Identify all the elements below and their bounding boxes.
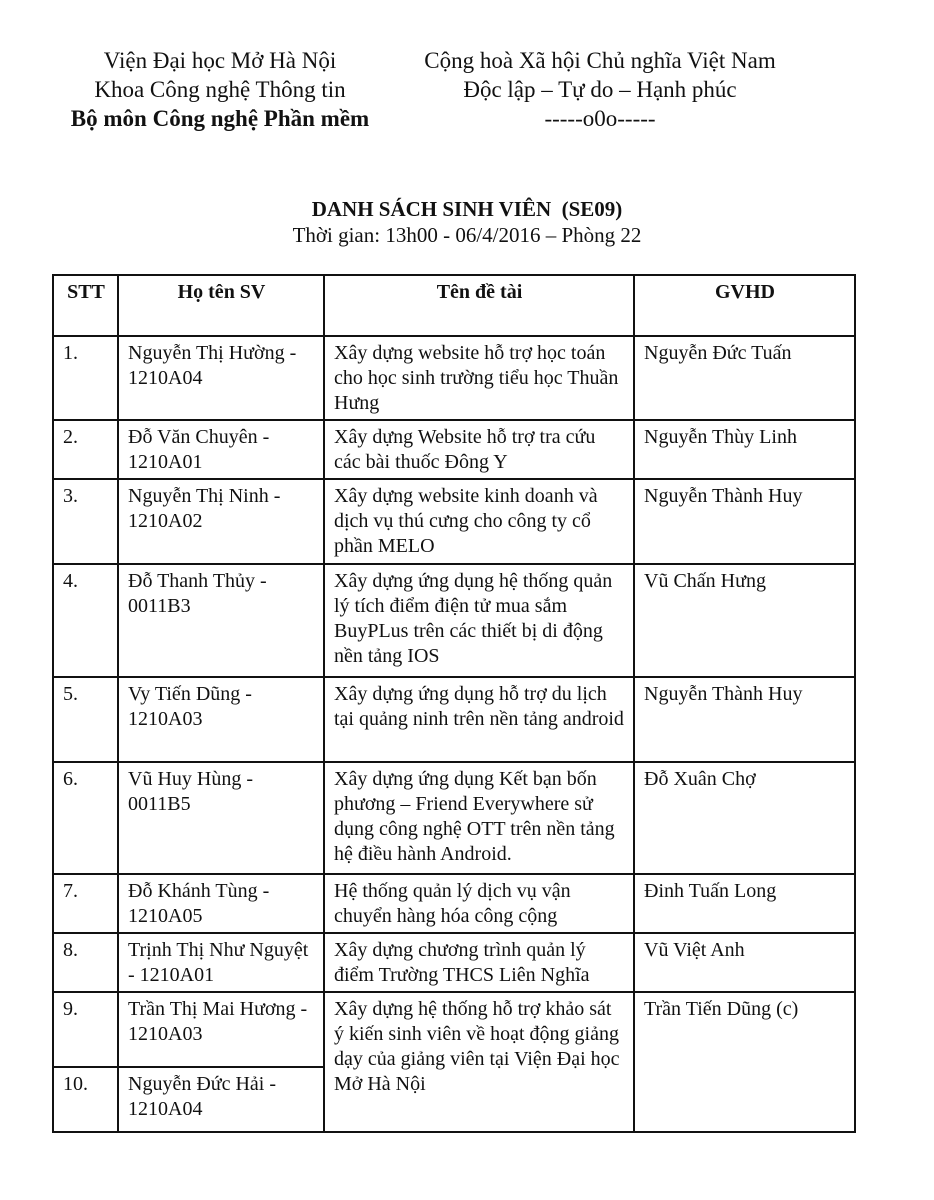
column-header-advisor: GVHD [634, 275, 855, 336]
row-student: Đỗ Thanh Thủy - 0011B3 [118, 564, 324, 677]
row-advisor: Nguyễn Đức Tuấn [634, 336, 855, 420]
table-row [53, 992, 855, 1067]
row-stt: 3. [53, 479, 118, 564]
row-stt: 5. [53, 677, 118, 762]
row-topic: Xây dựng ứng dụng Kết bạn bốn phương – Friend Everywhere sử dụng công nghệ OTT trên nền tảng hệ điều hành Android. [324, 762, 634, 874]
column-header-student: Họ tên SV [118, 275, 324, 336]
institution-name: Viện Đại học Mở Hà Nội [103, 48, 337, 73]
row-advisor: Vũ Chấn Hưng [634, 564, 855, 677]
table-row [53, 479, 855, 564]
row-advisor-shared: Trần Tiến Dũng (c) [634, 992, 855, 1132]
row-student: Nguyễn Đức Hải - 1210A04 [118, 1067, 324, 1132]
row-student: Đỗ Khánh Tùng - 1210A05 [118, 874, 324, 933]
table-header-row [53, 275, 855, 336]
row-stt: 8. [53, 933, 118, 992]
row-student: Vũ Huy Hùng - 0011B5 [118, 762, 324, 874]
national-motto: Độc lập – Tự do – Hạnh phúc [463, 77, 737, 102]
row-topic: Xây dựng ứng dụng hệ thống quản lý tích điểm điện tử mua sắm BuyPLus trên các thiết bị di động nền tảng IOS [324, 564, 634, 677]
table-row [53, 336, 855, 420]
table-row [53, 564, 855, 677]
row-stt: 7. [53, 874, 118, 933]
row-advisor: Vũ Việt Anh [634, 933, 855, 992]
row-topic: Xây dựng chương trình quản lý điểm Trường THCS Liên Nghĩa [324, 933, 634, 992]
row-student: Vy Tiến Dũng - 1210A03 [118, 677, 324, 762]
row-stt: 6. [53, 762, 118, 874]
row-topic: Xây dựng Website hỗ trợ tra cứu các bài thuốc Đông Y [324, 420, 634, 479]
row-advisor: Nguyễn Thành Huy [634, 479, 855, 564]
row-student: Trần Thị Mai Hương - 1210A03 [118, 992, 324, 1067]
table-row [53, 874, 855, 933]
row-advisor: Đinh Tuấn Long [634, 874, 855, 933]
row-stt: 4. [53, 564, 118, 677]
motto-ornament: -----o0o----- [544, 106, 656, 131]
column-header-topic: Tên đề tài [324, 275, 634, 336]
row-stt: 9. [53, 992, 118, 1067]
student-table [52, 274, 856, 1133]
row-topic: Xây dựng website hỗ trợ học toán cho học sinh trường tiểu học Thuần Hưng [324, 336, 634, 420]
row-topic: Xây dựng website kinh doanh và dịch vụ thú cưng cho công ty cổ phần MELO [324, 479, 634, 564]
row-student: Đỗ Văn Chuyên - 1210A01 [118, 420, 324, 479]
department-name: Bộ môn Công nghệ Phần mềm [70, 106, 370, 131]
row-topic: Xây dựng ứng dụng hỗ trợ du lịch tại quảng ninh trên nền tảng android [324, 677, 634, 762]
row-topic: Hệ thống quản lý dịch vụ vận chuyển hàng hóa công cộng [324, 874, 634, 933]
row-student: Trịnh Thị Như Nguyệt - 1210A01 [118, 933, 324, 992]
national-motto-header [398, 46, 802, 133]
row-stt: 1. [53, 336, 118, 420]
row-student: Nguyễn Thị Hường - 1210A04 [118, 336, 324, 420]
row-stt: 10. [53, 1067, 118, 1132]
title-block [0, 196, 934, 248]
table-row [53, 677, 855, 762]
row-student: Nguyễn Thị Ninh - 1210A02 [118, 479, 324, 564]
row-topic-shared: Xây dựng hệ thống hỗ trợ khảo sát ý kiến sinh viên về hoạt động giảng dạy của giảng viên tại Viện Đại học Mở Hà Nội [324, 992, 634, 1132]
table-row [53, 420, 855, 479]
faculty-name: Khoa Công nghệ Thông tin [94, 77, 346, 102]
row-advisor: Nguyễn Thành Huy [634, 677, 855, 762]
document-subtitle: Thời gian: 13h00 - 06/4/2016 – Phòng 22 [292, 223, 642, 247]
table-row [53, 762, 855, 874]
table-row [53, 933, 855, 992]
row-advisor: Đỗ Xuân Chợ [634, 762, 855, 874]
column-header-stt: STT [53, 275, 118, 336]
institution-header [52, 46, 388, 133]
country-name: Cộng hoà Xã hội Chủ nghĩa Việt Nam [424, 48, 776, 73]
document-title: DANH SÁCH SINH VIÊN (SE09) [311, 197, 623, 221]
row-stt: 2. [53, 420, 118, 479]
row-advisor: Nguyễn Thùy Linh [634, 420, 855, 479]
